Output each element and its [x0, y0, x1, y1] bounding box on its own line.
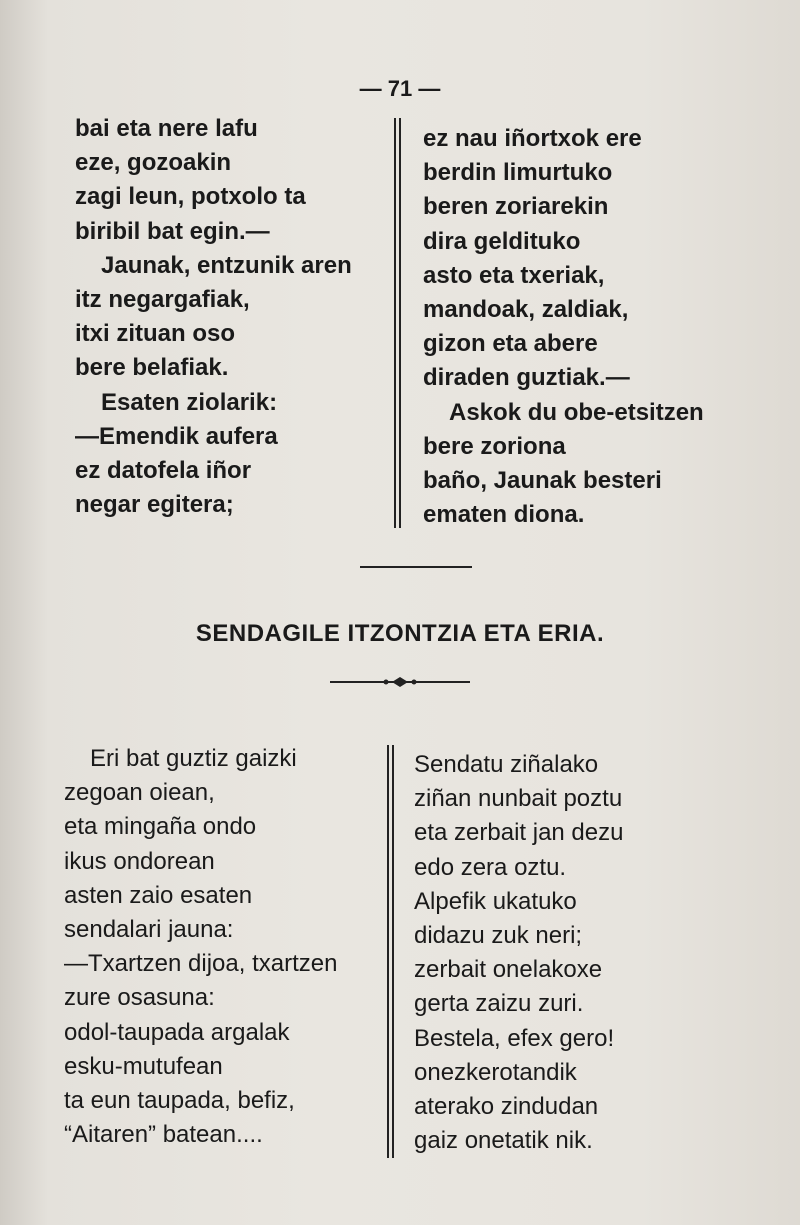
verse-line: mandoak, zaldiak,: [423, 296, 629, 324]
verse-line: eta zerbait jan dezu: [414, 819, 624, 847]
verse-line: Askok du obe-etsitzen: [449, 398, 704, 426]
verse-line: gizon eta abere: [423, 330, 598, 358]
verse-line: ez nau iñortxok ere: [423, 125, 642, 152]
verse-line: ziñan nunbait poztu: [414, 785, 623, 813]
verse-line: esku-mutufean: [64, 1052, 223, 1080]
section-separator: [360, 566, 472, 568]
verse-line: biribil bat egin.—: [75, 217, 270, 245]
verse-line: bai eta nere lafu: [75, 115, 258, 142]
verse-line: bere zoriona: [423, 432, 566, 460]
verse-line: ta eun taupada, befiz,: [64, 1087, 295, 1115]
verse-line: aterako zindudan: [414, 1093, 599, 1121]
column-divider: [394, 118, 401, 528]
verse-line: zerbait onelakoxe: [414, 956, 603, 984]
section-title: SENDAGILE ITZONTZIA ETA ERIA.: [195, 620, 605, 647]
verse-line: —Emendik aufera: [75, 422, 278, 450]
section2-right-column: [414, 748, 623, 1158]
verse-line: berdin limurtuko: [423, 159, 613, 187]
verse-line: onezkerotandik: [414, 1058, 577, 1086]
verse-line: eta mingaña ondo: [64, 813, 257, 841]
verse-line: ikus ondorean: [64, 847, 215, 875]
verse-line: itz negargafiak,: [75, 286, 250, 314]
verse-line: zagi leun, potxolo ta: [75, 183, 306, 211]
verse-line: dira geldituko: [423, 227, 581, 255]
verse-line: ematen diona.: [423, 501, 585, 529]
verse-line: eze, gozoakin: [75, 149, 232, 177]
verse-line: edo zera oztu.: [414, 853, 567, 881]
verse-line: diraden guztiak.—: [423, 364, 630, 392]
verse-line: Alpefik ukatuko: [414, 887, 577, 915]
section1-right-column: [423, 122, 704, 532]
page-number: — 71 —: [359, 76, 441, 101]
verse-line: asto eta txeriak,: [423, 261, 605, 289]
verse-line: beren zoriarekin: [423, 193, 609, 221]
verse-line: Jaunak, entzunik aren: [101, 251, 352, 279]
verse-line: Eri bat guztiz gaizki: [90, 745, 297, 772]
verse-line: odol-taupada argalak: [64, 1018, 290, 1046]
section2-left-column: [64, 742, 337, 1152]
verse-line: bere belafiak.: [75, 354, 229, 382]
section1-left-column: [75, 112, 352, 522]
verse-line: Esaten ziolarik:: [101, 388, 278, 416]
verse-line: asten zaio esaten: [64, 881, 253, 909]
verse-line: sendalari jauna:: [64, 916, 234, 944]
ornament-divider: [330, 672, 470, 692]
verse-line: zure osasuna:: [64, 984, 215, 1012]
verse-line: —Txartzen dijoa, txartzen: [64, 950, 338, 978]
verse-line: “Aitaren” batean....: [64, 1121, 263, 1149]
column-divider: [387, 745, 394, 1158]
verse-line: Bestela, efex gero!: [414, 1024, 615, 1052]
verse-line: baño, Jaunak besteri: [423, 467, 662, 495]
verse-line: gaiz onetatik nik.: [414, 1127, 593, 1155]
verse-line: Sendatu ziñalako: [414, 751, 599, 778]
verse-line: gerta zaizu zuri.: [414, 990, 584, 1018]
verse-line: itxi zituan oso: [75, 320, 236, 348]
verse-line: zegoan oiean,: [64, 779, 215, 807]
verse-line: ez datofela iñor: [75, 457, 252, 485]
verse-line: didazu zuk neri;: [414, 922, 583, 950]
verse-line: negar egitera;: [75, 491, 234, 519]
